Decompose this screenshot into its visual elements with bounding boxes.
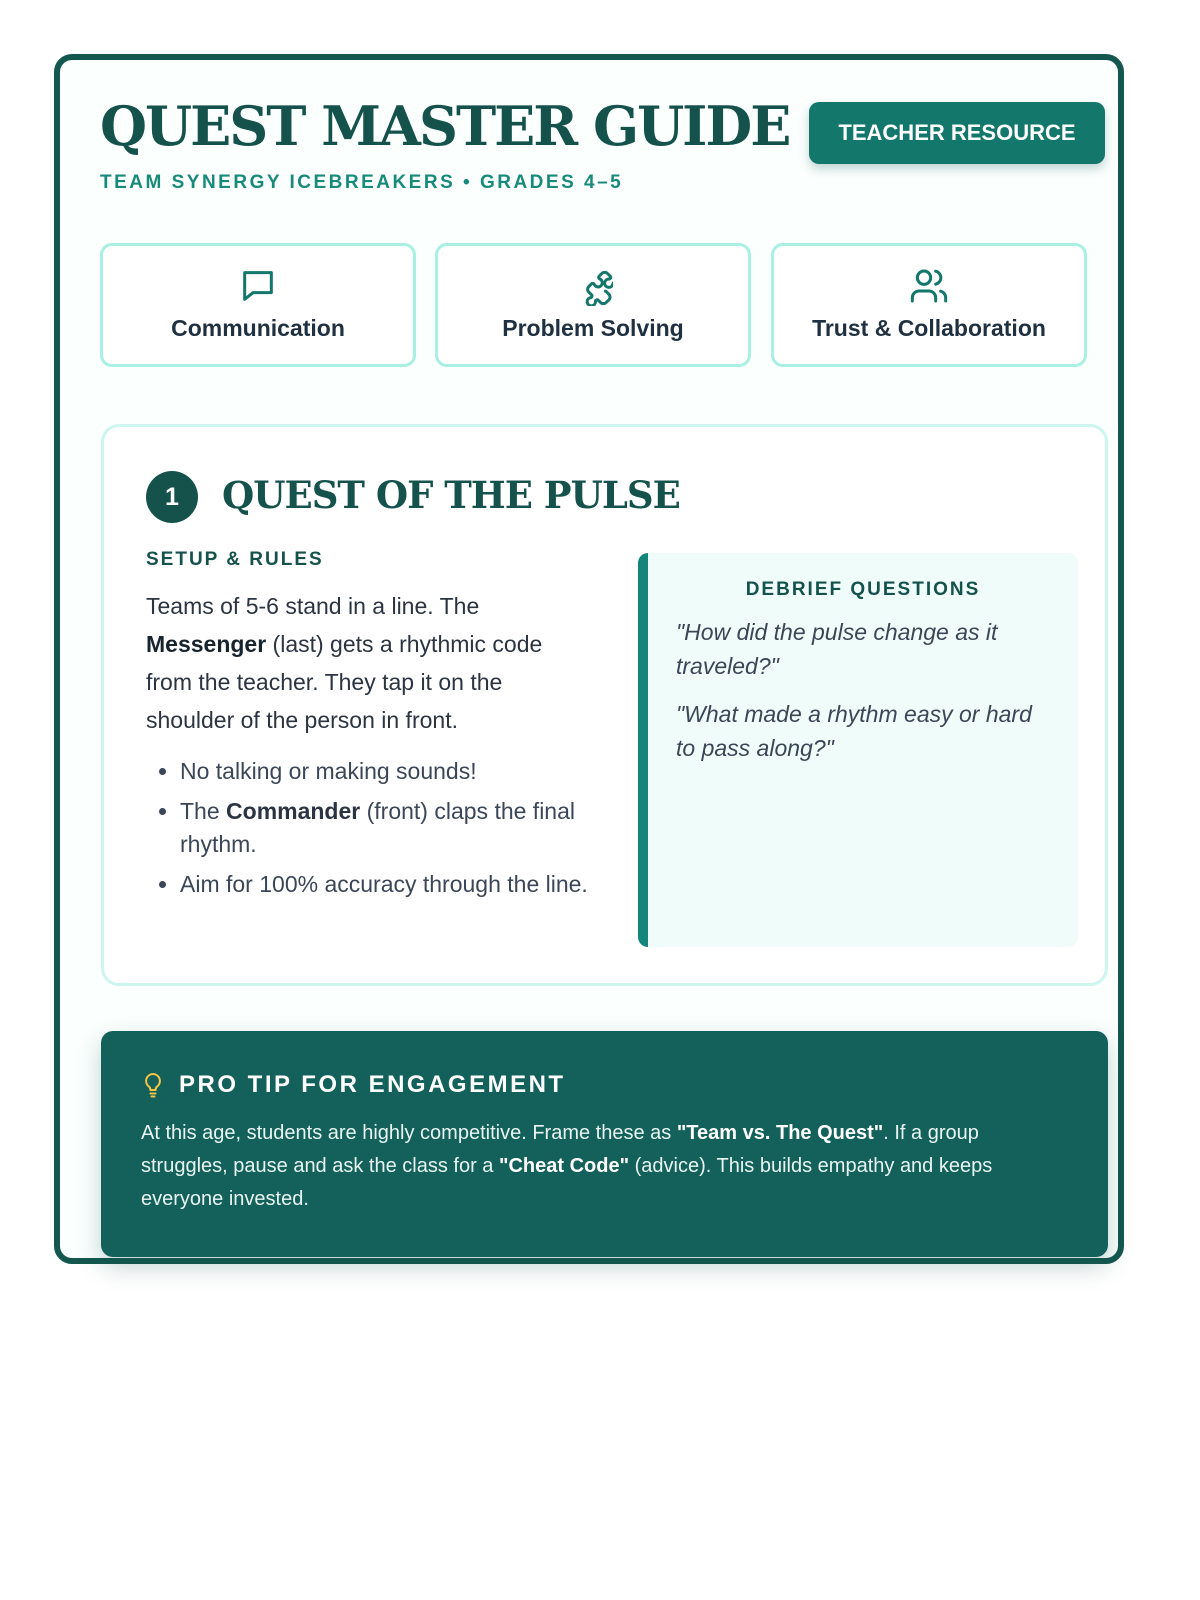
skill-label-trust-collaboration: Trust & Collaboration [812,315,1046,341]
pro-tip-title: PRO TIP FOR ENGAGEMENT [179,1071,566,1098]
list-item: • The Commander (front) claps the final rhythm. [180,795,620,861]
users-icon [909,266,949,306]
list-item: • Aim for 100% accuracy through the line. [180,868,620,901]
skill-card-communication [100,243,416,367]
setup-rules-label: SETUP & RULES [146,549,324,570]
page-subtitle: TEAM SYNERGY ICEBREAKERS • GRADES 4–5 [100,172,624,193]
debrief-panel [638,553,1078,947]
pro-tip-panel [101,1031,1108,1257]
quest-title: QUEST OF THE PULSE [222,473,680,517]
skill-card-problem-solving [435,243,751,367]
debrief-title: DEBRIEF QUESTIONS [745,579,981,600]
rules-list [146,755,620,908]
skill-card-trust-collaboration [771,243,1087,367]
page-title: QUEST MASTER GUIDE [100,94,790,158]
skill-label-communication: Communication [171,315,345,341]
chat-bubble-icon [238,266,278,306]
lightbulb-icon [141,1071,165,1099]
quest-number-badge: 1 [146,471,198,523]
skill-label-problem-solving: Problem Solving [502,315,684,341]
debrief-question: "How did the pulse change as it traveled?" [676,619,998,679]
quest-card [101,424,1108,986]
puzzle-piece-icon [573,266,613,306]
setup-description: Teams of 5-6 stand in a line. The Messenger (last) gets a rhythmic code from the teacher. They tap it on the shoulder of the person in front. [146,593,543,733]
teacher-resource-badge: TEACHER RESOURCE [809,102,1105,164]
pro-tip-header [141,1071,566,1099]
debrief-question: "What made a rhythm easy or hard to pass along?" [676,701,1032,761]
pro-tip-text: At this age, students are highly competitive. Frame these as "Team vs. The Quest". If a group struggles, pause and ask the class for a "Cheat Code" (advice). This builds empathy and keeps everyone invested. [141,1122,993,1210]
list-item: • No talking or making sounds! [180,755,620,788]
